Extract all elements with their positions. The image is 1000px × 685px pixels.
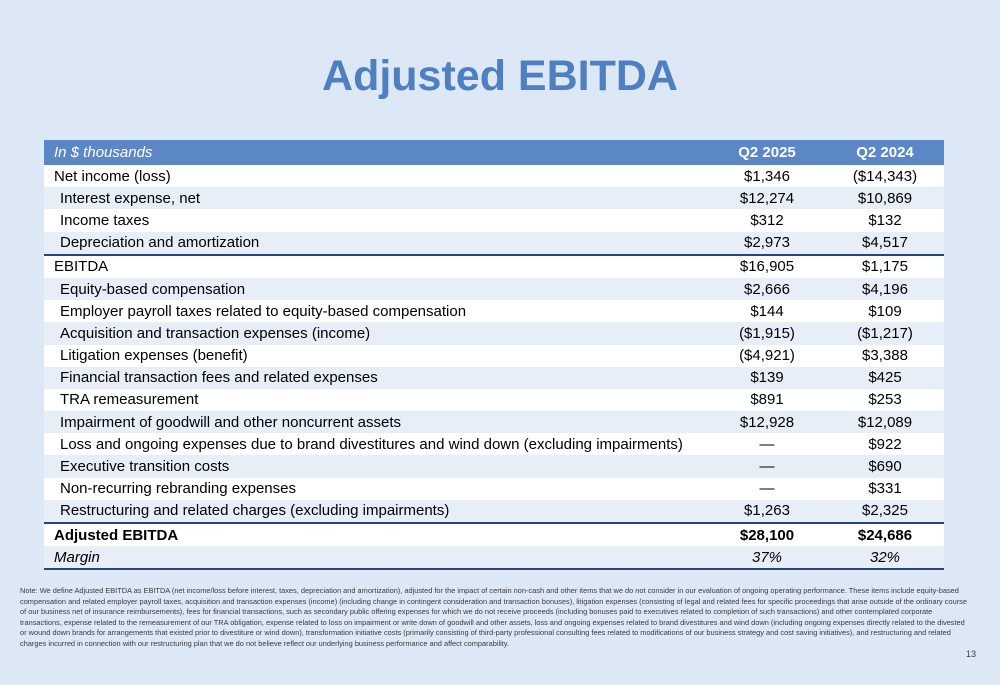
row-label: Employer payroll taxes related to equity-based compensation bbox=[44, 300, 708, 322]
header-q2-2025: Q2 2025 bbox=[708, 140, 826, 165]
row-value-q2-2024: ($14,343) bbox=[826, 165, 944, 187]
row-label: Equity-based compensation bbox=[44, 278, 708, 300]
page-number: 13 bbox=[966, 649, 977, 659]
row-label: Non-recurring rebranding expenses bbox=[44, 478, 708, 500]
table-row bbox=[44, 278, 944, 300]
row-value-q2-2024: $922 bbox=[826, 433, 944, 455]
table-row bbox=[44, 322, 944, 344]
table-row bbox=[44, 165, 944, 187]
row-value-q2-2024: $1,175 bbox=[826, 255, 944, 278]
row-value-q2-2025: $312 bbox=[708, 209, 826, 231]
row-value-q2-2024: $109 bbox=[826, 300, 944, 322]
row-value-q2-2024: $253 bbox=[826, 389, 944, 411]
row-value-q2-2024: $24,686 bbox=[826, 523, 944, 546]
table-row bbox=[44, 345, 944, 367]
row-label: Financial transaction fees and related expenses bbox=[44, 367, 708, 389]
row-label: TRA remeasurement bbox=[44, 389, 708, 411]
table-row bbox=[44, 478, 944, 500]
row-value-q2-2024: $10,869 bbox=[826, 187, 944, 209]
row-value-q2-2025: — bbox=[708, 478, 826, 500]
table-row bbox=[44, 500, 944, 523]
row-value-q2-2025: $1,263 bbox=[708, 500, 826, 523]
row-value-q2-2024: $3,388 bbox=[826, 345, 944, 367]
row-value-q2-2025: $28,100 bbox=[708, 523, 826, 546]
row-value-q2-2024: $4,517 bbox=[826, 232, 944, 255]
table-row bbox=[44, 187, 944, 209]
table-row bbox=[44, 367, 944, 389]
row-value-q2-2025: $2,973 bbox=[708, 232, 826, 255]
row-label: Litigation expenses (benefit) bbox=[44, 345, 708, 367]
table-row bbox=[44, 389, 944, 411]
header-units-label: In $ thousands bbox=[44, 140, 708, 165]
row-value-q2-2024: $331 bbox=[826, 478, 944, 500]
row-value-q2-2024: $12,089 bbox=[826, 411, 944, 433]
row-label: Interest expense, net bbox=[44, 187, 708, 209]
row-label: Acquisition and transaction expenses (income) bbox=[44, 322, 708, 344]
row-value-q2-2025: — bbox=[708, 455, 826, 477]
table-header-row bbox=[44, 140, 944, 165]
row-label: EBITDA bbox=[44, 255, 708, 278]
row-label: Margin bbox=[44, 546, 708, 569]
row-value-q2-2024: $2,325 bbox=[826, 500, 944, 523]
table-row-ebitda bbox=[44, 255, 944, 278]
row-value-q2-2025: $1,346 bbox=[708, 165, 826, 187]
row-value-q2-2024: 32% bbox=[826, 546, 944, 569]
table-row bbox=[44, 209, 944, 231]
row-value-q2-2024: $425 bbox=[826, 367, 944, 389]
row-label: Impairment of goodwill and other noncurrent assets bbox=[44, 411, 708, 433]
row-value-q2-2025: $12,928 bbox=[708, 411, 826, 433]
row-value-q2-2025: $16,905 bbox=[708, 255, 826, 278]
table-row bbox=[44, 411, 944, 433]
row-value-q2-2025: $144 bbox=[708, 300, 826, 322]
row-label: Restructuring and related charges (excluding impairments) bbox=[44, 500, 708, 523]
row-value-q2-2025: — bbox=[708, 433, 826, 455]
row-value-q2-2025: $139 bbox=[708, 367, 826, 389]
page-title: Adjusted EBITDA bbox=[322, 52, 678, 100]
row-label: Income taxes bbox=[44, 209, 708, 231]
row-value-q2-2024: ($1,217) bbox=[826, 322, 944, 344]
table-row bbox=[44, 300, 944, 322]
row-value-q2-2025: ($4,921) bbox=[708, 345, 826, 367]
adjusted-ebitda-table bbox=[44, 140, 944, 570]
row-value-q2-2025: ($1,915) bbox=[708, 322, 826, 344]
row-value-q2-2024: $132 bbox=[826, 209, 944, 231]
table-row-adjusted-ebitda bbox=[44, 523, 944, 546]
footnote: Note: We define Adjusted EBITDA as EBITDA (net income/loss before interest, taxes, depreciation and amortization), adjusted for the impact of certain non-cash and other items that we do not consider in our evaluation of ongoing operating performance. These items include equity-based compensation and related employer payroll taxes, acquisition and transaction expenses (income) (including change in contingent consideration and transaction bonuses), litigation expenses (consisting of legal and related fees for specific proceedings that arise outside of the ordinary course of our business net of insurance reimbursements), fees for financial transactions, such as secondary public offering expenses for which we do not receive proceeds (including bonuses paid to executives related to completion of such transactions) and other contemplated corporate transactions, expense related to the remeasurement of our TRA obligation, expense related to loss on impairment or write down of goodwill and other assets, loss and ongoing expenses related to brand divestitures and wind down (including ongoing expenses directly related to the divested or wound down brands for arrangements that existed prior to divestiture or wind down), transformation initiative costs (primarily consisting of third-party professional consulting fees related to modifications of our business strategy and cost saving initiatives), and restructuring and related charges incurred in connection with our restructuring plan that we do not believe reflect our underlying business performance and affect comparability. bbox=[20, 586, 967, 648]
row-label: Executive transition costs bbox=[44, 455, 708, 477]
table-row-margin bbox=[44, 546, 944, 569]
row-value-q2-2025: $891 bbox=[708, 389, 826, 411]
table-row bbox=[44, 455, 944, 477]
row-value-q2-2024: $690 bbox=[826, 455, 944, 477]
row-value-q2-2025: $12,274 bbox=[708, 187, 826, 209]
table-row bbox=[44, 433, 944, 455]
row-label: Depreciation and amortization bbox=[44, 232, 708, 255]
row-value-q2-2025: 37% bbox=[708, 546, 826, 569]
header-q2-2024: Q2 2024 bbox=[826, 140, 944, 165]
row-label: Loss and ongoing expenses due to brand divestitures and wind down (excluding impairments) bbox=[44, 433, 708, 455]
table-row bbox=[44, 232, 944, 255]
row-label: Net income (loss) bbox=[44, 165, 708, 187]
row-label: Adjusted EBITDA bbox=[44, 523, 708, 546]
row-value-q2-2025: $2,666 bbox=[708, 278, 826, 300]
row-value-q2-2024: $4,196 bbox=[826, 278, 944, 300]
